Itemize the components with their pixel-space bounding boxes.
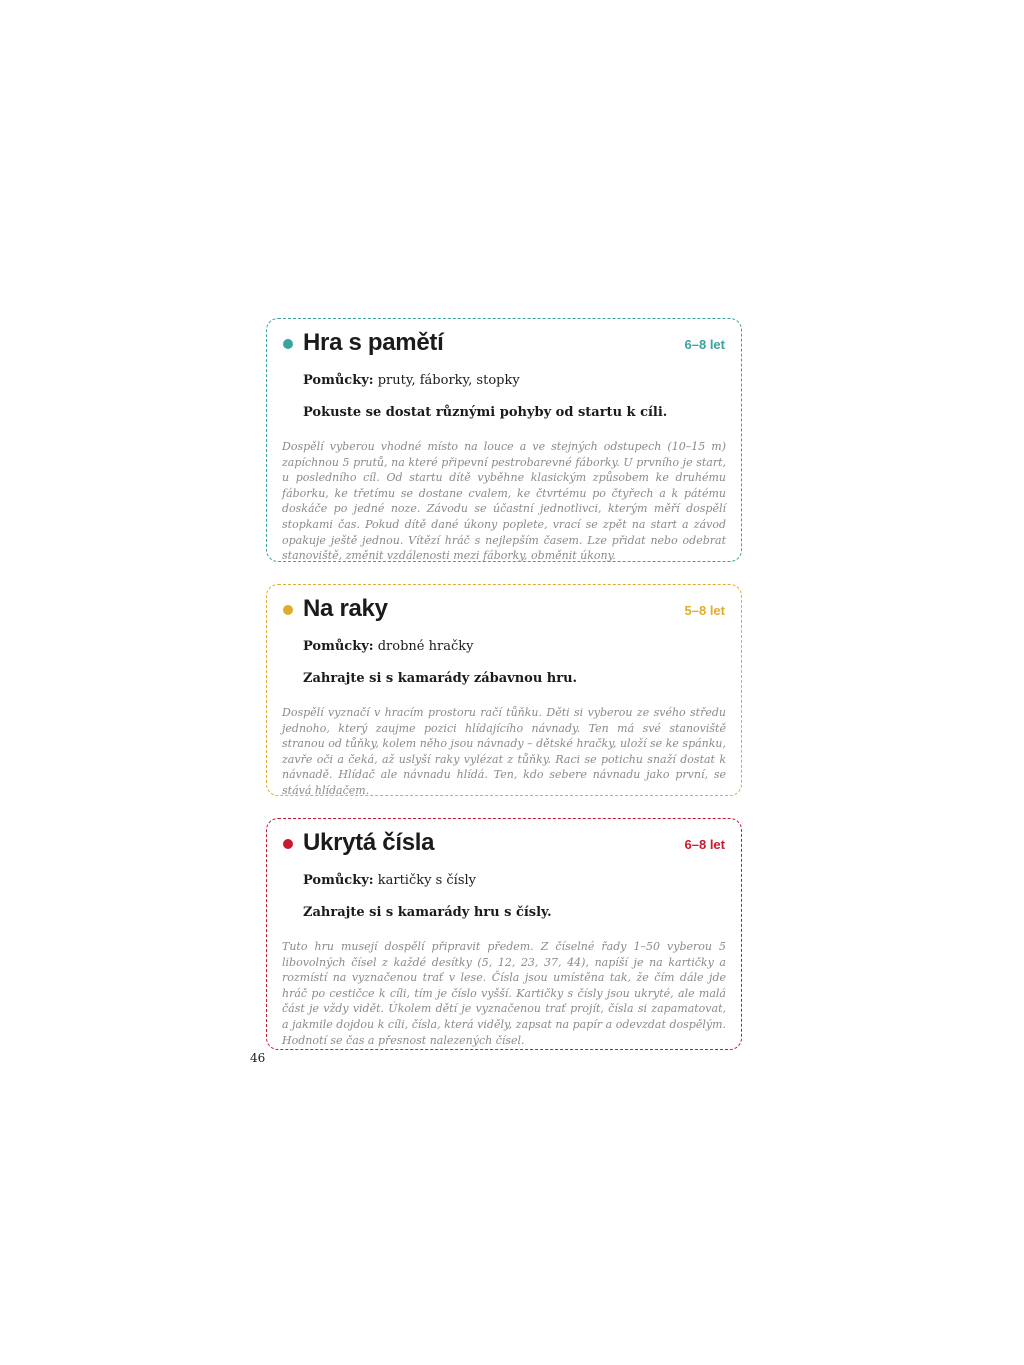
age-range: 6–8 let (684, 837, 725, 852)
tools-value: drobné hračky (377, 639, 474, 654)
game-description: Dospělí vyznačí v hracím prostoru račí tůňku. Děti si vyberou ze svého středu jednoho, který zaujme pozici hlídajícího návnady. Ten má své stanoviště stranou od tůňky, kolem něho jsou návnady – dětské hračky, uloží se ke spánku, zavře oči a čeká, až uslyší raky vylézat z tůňky. Raci se potichu snaží dostat k návnadě. Hlídač ale návnadu hlídá. Ten, kdo sebere návnadu jako první, se stává hlídačem. (282, 706, 726, 797)
age-range: 5–8 let (684, 603, 725, 618)
game-description: Dospělí vyberou vhodné místo na louce a ve stejných odstupech (10–15 m) zapíchnou 5 prutů, na které připevní pestrobarevné fáborky. U prvního je start, u posledního cíl. Od startu dítě vyběhne klasickým způsobem ke druhému fáborku, ke třetímu se dostane cvalem, ke čtvrtému po čtyřech a k pátému doskáče po jedné noze. Závodu se účastní jednotlivci, kterým měří dospělí stopkami čas. Pokud dítě dané úkony poplete, vrací se zpět na start a závod opakuje ještě jednou. Vítězí hráč s nejlepším časem. Lze přidat nebo odebrat stanoviště, změnit vzdálenosti mezi fáborky, obměnit úkony. (282, 440, 726, 563)
tools-label: Pomůcky: (303, 373, 374, 388)
tools-line (303, 373, 520, 388)
game-title: Ukrytá čísla (303, 829, 435, 856)
tools-value: pruty, fáborky, stopky (377, 373, 520, 388)
tools-line (303, 639, 473, 654)
tools-value: kartičky s čísly (377, 873, 477, 888)
game-card-memory (266, 318, 742, 562)
game-title: Na raky (303, 595, 388, 622)
tools-line (303, 873, 476, 888)
game-description: Tuto hru musejí dospělí připravit předem. Z číselné řady 1–50 vyberou 5 libovolných čísel z každé desítky (5, 12, 23, 37, 44), napíší je na kartičky a rozmístí na vyznačenou trať v lese. Čísla jsou umístěna tak, že čím dále jde hráč po cestičce k cíli, tím je číslo vyšší. Kartičky s čísly jsou ukryté, ale malá část je vždy vidět. Úkolem dětí je vyznačenou trať projít, čísla si zapamatovat, a jakmile dojdou k cíli, čísla, která viděly, zapsat na papír a odevzdat dospělým. Hodnotí se čas a přesnost nalezených čísel. (282, 940, 726, 1047)
yellow-dot-icon (283, 605, 293, 615)
game-task: Zahrajte si s kamarády zábavnou hru. (303, 671, 578, 686)
tools-label: Pomůcky: (303, 873, 374, 888)
game-task: Pokuste se dostat různými pohyby od startu k cíli. (303, 405, 668, 420)
game-card-crayfish (266, 584, 742, 796)
age-range: 6–8 let (684, 337, 725, 352)
tools-label: Pomůcky: (303, 639, 374, 654)
teal-dot-icon (283, 339, 293, 349)
game-task: Zahrajte si s kamarády hru s čísly. (303, 905, 552, 920)
game-title: Hra s pamětí (303, 329, 444, 356)
game-card-hidden-numbers (266, 818, 742, 1050)
red-dot-icon (283, 839, 293, 849)
page-number: 46 (250, 1051, 266, 1065)
